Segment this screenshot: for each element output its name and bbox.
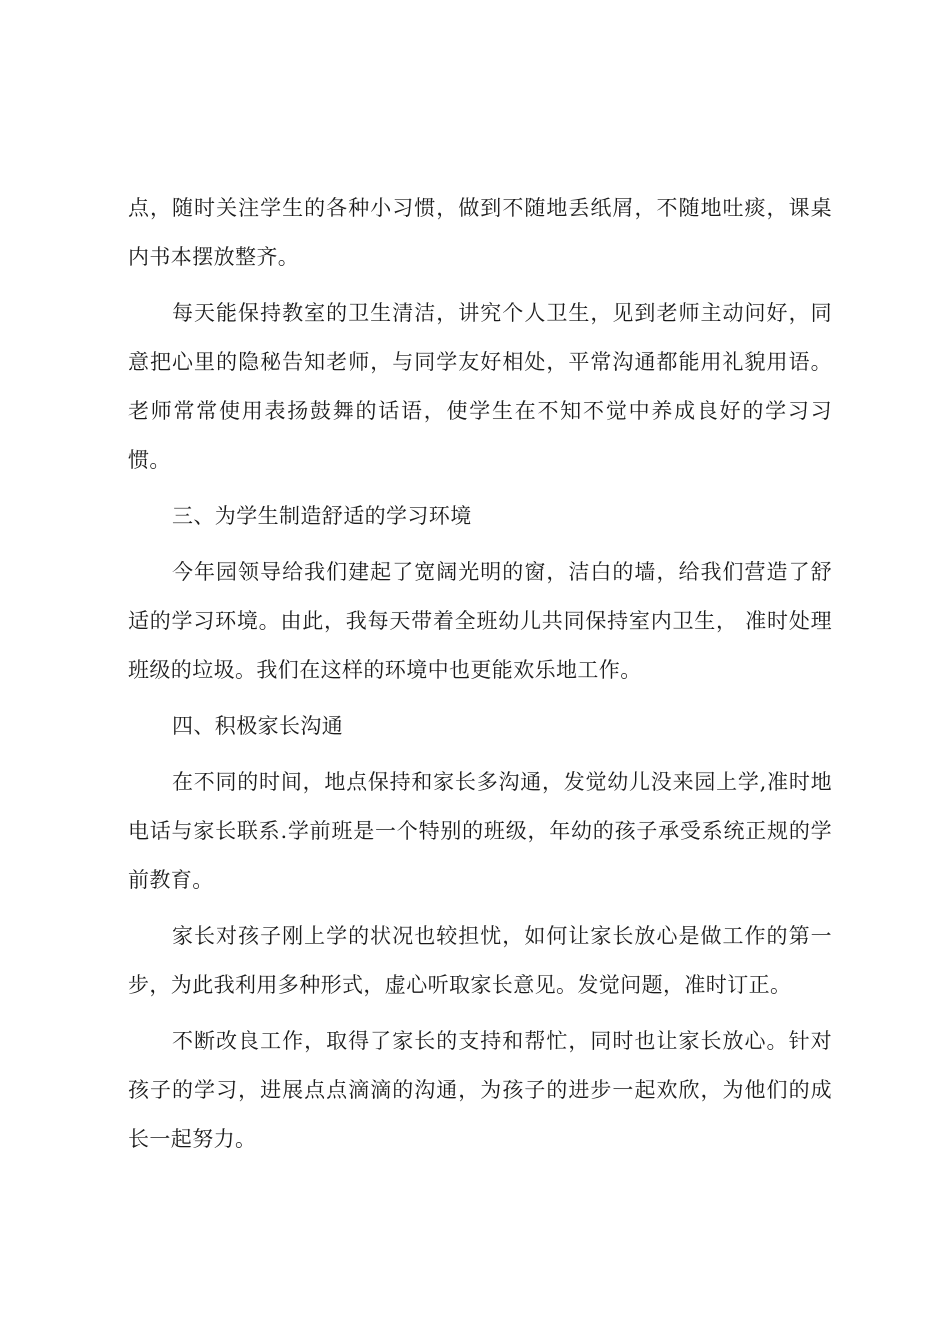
paragraph-6: 不断改良工作，取得了家长的支持和帮忙，同时也让家长放心。针对孩子的学习，进展点点滴滴的沟通，为孩子的进步一起欢欣，为他们的成长一起努力。 — [128, 1029, 832, 1151]
document-body — [128, 184, 832, 1164]
paragraph-1: 点，随时关注学生的各种小习惯，做到不随地丢纸屑，不随地吐痰，课桌内书本摆放整齐。 — [128, 196, 832, 269]
paragraph-5: 家长对孩子刚上学的状况也较担忧，如何让家长放心是做工作的第一步，为此我利用多种形式，虚心听取家长意见。发觉问题，准时订正。 — [128, 924, 832, 997]
section-heading-3: 三、为学生制造舒适的学习环境 — [172, 504, 472, 528]
paragraph-4: 在不同的时间，地点保持和家长多沟通，发觉幼儿没来园上学,准时地电话与家长联系.学前班是一个特别的班级，年幼的孩子承受系统正规的学前教育。 — [128, 770, 832, 892]
paragraph-2: 每天能保持教室的卫生清洁，讲究个人卫生，见到老师主动问好，同意把心里的隐秘告知老师，与同学友好相处，平常沟通都能用礼貌用语。老师常常使用表扬鼓舞的话语，使学生在不知不觉中养成良好的学习习惯。 — [128, 301, 832, 472]
paragraph-3: 今年园领导给我们建起了宽阔光明的窗，洁白的墙，给我们营造了舒适的学习环境。由此，我每天带着全班幼儿共同保持室内卫生， 准时处理班级的垃圾。我们在这样的环境中也更能欢乐地工作。 — [128, 560, 832, 682]
section-heading-4: 四、积极家长沟通 — [172, 714, 344, 738]
